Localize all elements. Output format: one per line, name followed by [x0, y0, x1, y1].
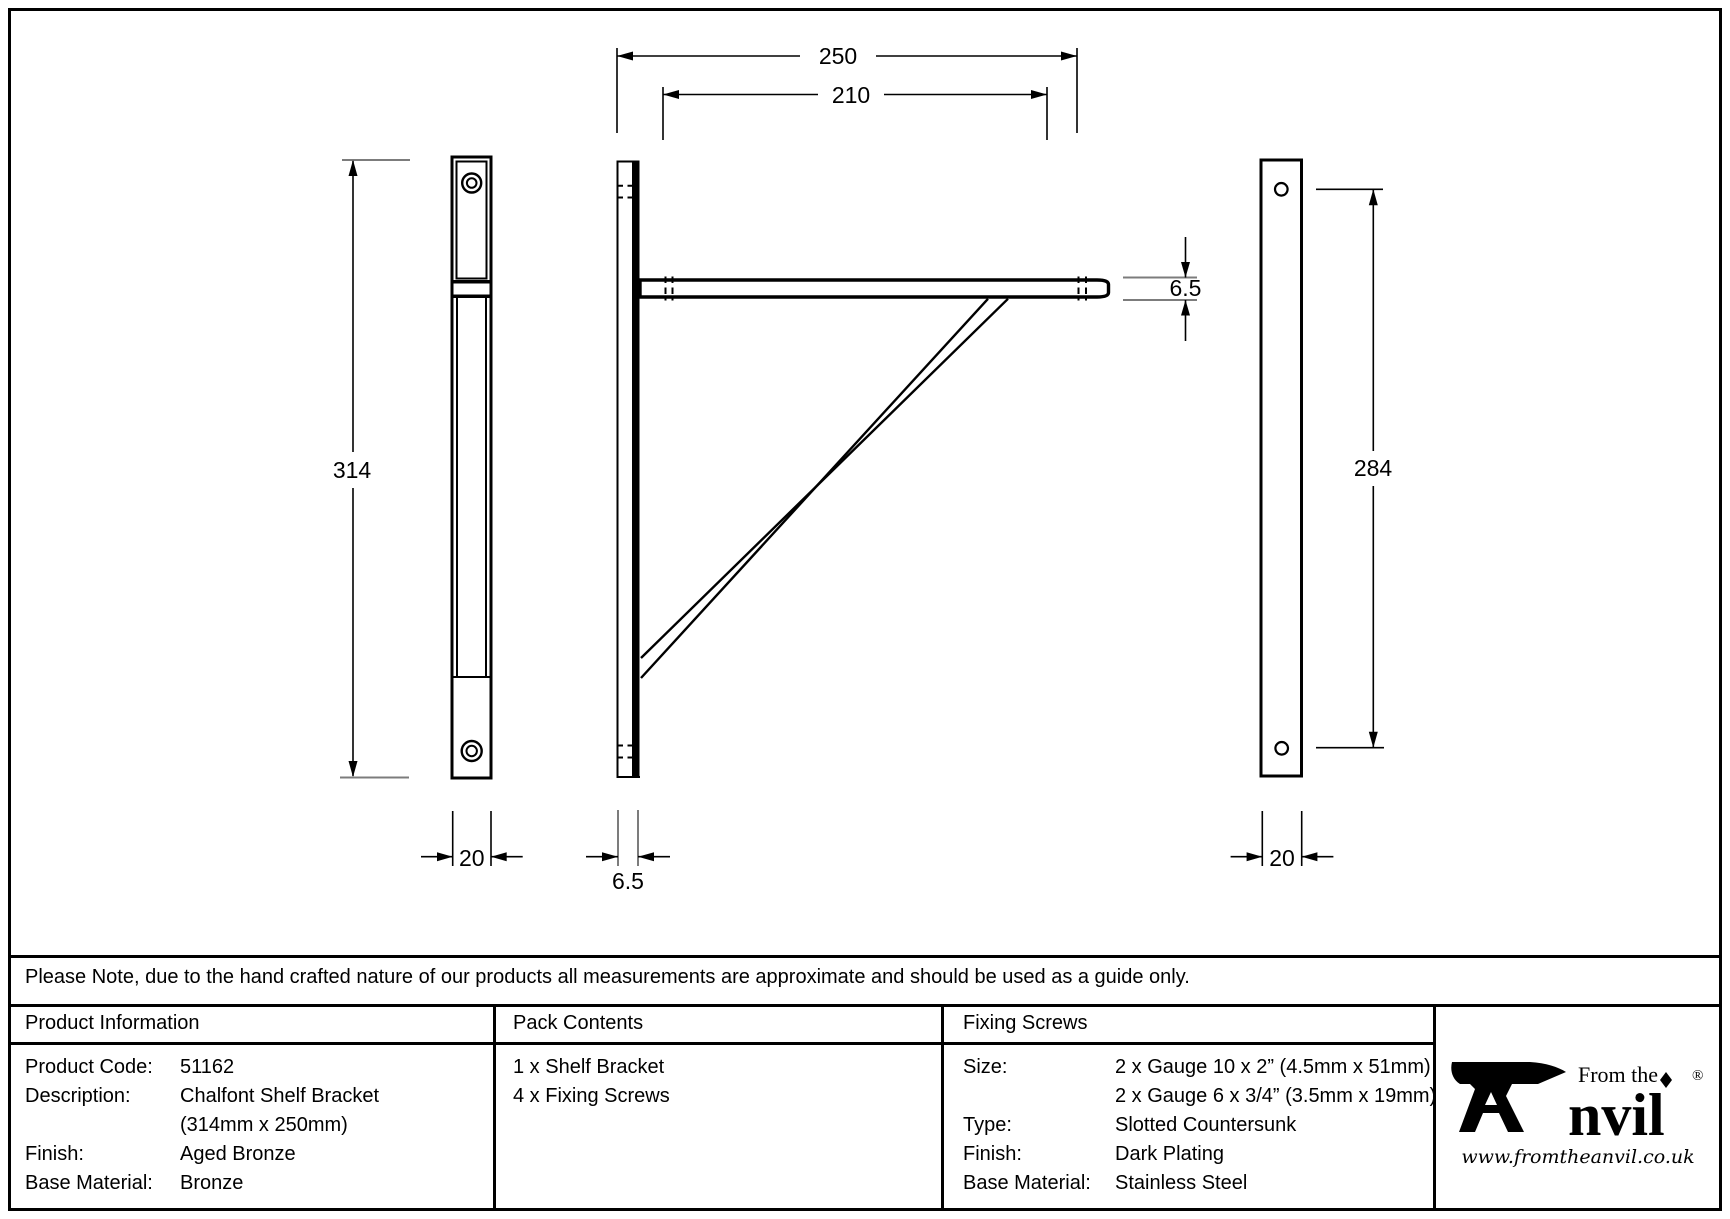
divider-pack-fixing [941, 1004, 944, 1211]
screw-material-label: Base Material: [963, 1172, 1091, 1194]
logo-name-text: nvil [1568, 1082, 1665, 1148]
pack-item-screws: 4 x Fixing Screws [513, 1085, 670, 1107]
logo-url-text: www.fromtheanvil.co.uk [1461, 1146, 1695, 1168]
header-fixing-screws: Fixing Screws [963, 1012, 1088, 1034]
finish-row [25, 1143, 296, 1166]
header-row-rule [8, 1042, 1435, 1045]
finish-value: Aged Bronze [180, 1143, 296, 1165]
measurement-disclaimer: Please Note, due to the hand crafted nature of our products all measurements are approximate and should be used as a guide only. [25, 966, 1190, 988]
screw-finish-label: Finish: [963, 1143, 1022, 1165]
screw-size-label: Size: [963, 1056, 1008, 1078]
description-label: Description: [25, 1085, 131, 1107]
product-code-value: 51162 [180, 1056, 235, 1078]
pack-item-bracket: 1 x Shelf Bracket [513, 1056, 665, 1078]
header-product-information: Product Information [25, 1012, 200, 1034]
finish-label: Finish: [25, 1143, 84, 1165]
dim-label-314: 314 [332, 457, 372, 483]
note-row-top-rule [8, 955, 1722, 958]
base-material-row [25, 1172, 243, 1195]
dim-label-20-right: 20 [1269, 845, 1295, 871]
dim-label-284: 284 [1353, 455, 1393, 481]
screw-size-value-2: 2 x Gauge 6 x 3/4” (3.5mm x 19mm) [1115, 1085, 1437, 1107]
table-top-rule [8, 1004, 1722, 1007]
screw-type-value: Slotted Countersunk [1115, 1114, 1297, 1136]
from-the-anvil-logo [1448, 1032, 1720, 1182]
registered-mark: ® [1692, 1068, 1704, 1084]
screw-material-row [963, 1172, 1247, 1195]
dim-label-250: 250 [818, 43, 858, 69]
screw-size-row-2 [963, 1085, 1436, 1108]
description-row [25, 1085, 379, 1108]
dim-label-6-5-arm: 6.5 [1169, 275, 1202, 301]
screw-size-row [963, 1056, 1431, 1079]
description-value: Chalfont Shelf Bracket [180, 1085, 379, 1107]
header-pack-contents: Pack Contents [513, 1012, 644, 1034]
sheet-border [8, 8, 1722, 1211]
screw-type-label: Type: [963, 1114, 1012, 1136]
screw-size-label-2 [963, 1085, 1115, 1108]
product-code-row [25, 1056, 234, 1079]
base-material-label: Base Material: [25, 1172, 153, 1194]
base-material-value: Bronze [180, 1172, 244, 1194]
screw-finish-row [963, 1143, 1224, 1166]
logo-prefix-text: From the [1578, 1062, 1659, 1087]
anvil-icon [1451, 1062, 1566, 1132]
dim-label-20-left: 20 [459, 845, 485, 871]
screw-type-row [963, 1114, 1296, 1137]
divider-product-pack [493, 1004, 496, 1211]
screw-finish-value: Dark Plating [1115, 1143, 1224, 1165]
screw-size-value: 2 x Gauge 10 x 2” (4.5mm x 51mm) [1115, 1056, 1431, 1078]
description-row-2 [25, 1114, 348, 1137]
screw-material-value: Stainless Steel [1115, 1172, 1248, 1194]
dim-label-210: 210 [831, 82, 871, 108]
description-label-2 [25, 1114, 180, 1137]
product-code-label: Product Code: [25, 1056, 153, 1078]
dim-label-6-5-plate: 6.5 [612, 868, 644, 894]
description-value-2: (314mm x 250mm) [180, 1114, 348, 1136]
